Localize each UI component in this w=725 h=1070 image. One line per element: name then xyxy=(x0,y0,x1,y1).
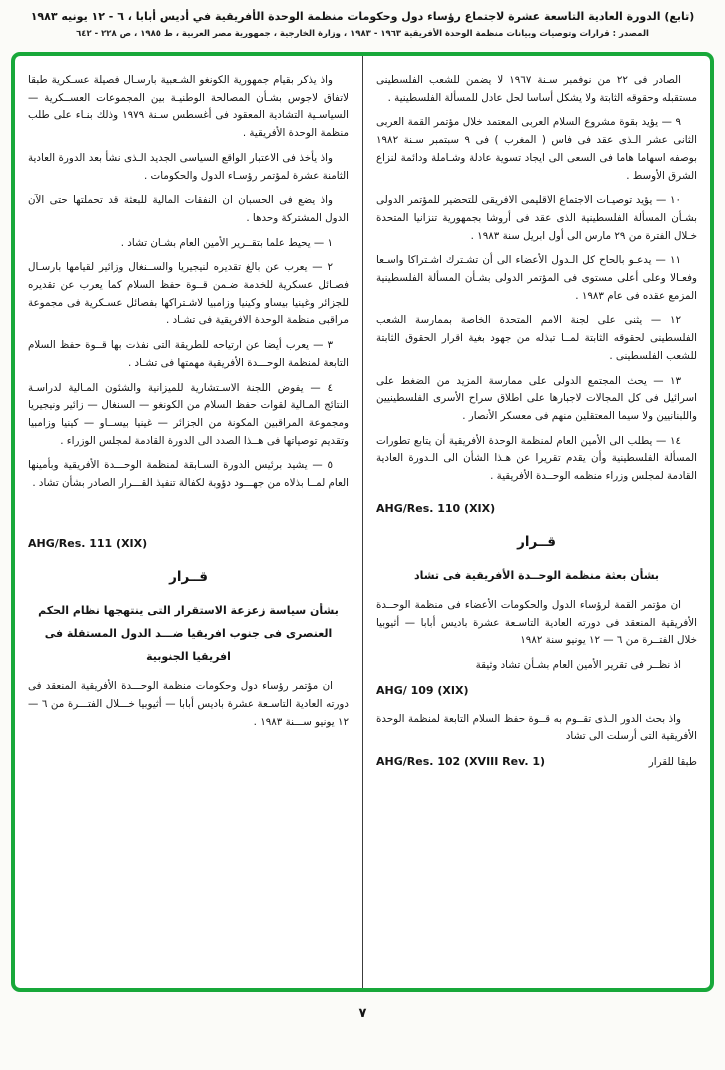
paragraph: واذ يأخذ فى الاعتبار الواقع السياسى الجديد الـذى نشأ بعد الدورة العادية الثامنة عشرة لمؤتمر رؤسـاء الدول والحكومات . xyxy=(28,151,349,182)
content-frame xyxy=(11,52,714,992)
resolution-heading: قــرار xyxy=(169,568,208,585)
paragraph-item-5: ٥ — يشيد برئيس الدورة السـابقة لمنظمة الوحـــدة الأفريقية وبأمينها العام لمــا بذلاه من جهـــود دؤوبة لكفالة تنفيذ القـــرار الصادر بشأن تشاد . xyxy=(28,459,349,490)
resolution-ref-102: AHG/Res. 102 (XVIII Rev. 1) xyxy=(376,755,546,769)
paragraph-item-3: ٣ — يعرب أيضا عن ارتياحه للطريقة التى نفذت بها قــوة حفظ السلام التابعة لمنظمة الوحـــدة الأفريقية مهمتها فى تشـاد . xyxy=(28,339,349,369)
column-right xyxy=(363,56,710,988)
page-header xyxy=(0,0,725,39)
page-number: ٧ xyxy=(358,1006,367,1021)
paragraph-item-12: ١٢ — يثنى على لجنة الامم المتحدة الخاصة بممارسة الشعب الفلسطينى لحقوقه الثابتة لمــا تبذله من جهود بغية اقرار الحقوق الثابتة للشعب الفلسطينى . xyxy=(376,314,697,362)
paragraph-item-14: ١٤ — يطلب الى الأمين العام لمنظمة الوحدة الأفريقية أن يتابع تطورات المسألة الفلسطينية وأن يقدم تقريرا عن هـذا الشأن الى الـدورة العادية القادمة لمجلس وزراء منظمه الوحــدة الأفريقية . xyxy=(376,434,697,483)
paragraph-item-4: ٤ — يفوض اللجنة الاسـتشارية للميزانية والشئون المـالية لدراسـة النتائج المـالية لقوات حفظ السلام من الكونغو — السنغال — زائير ونيجيريا ومجموعة المراقبين المكونة من الجزائر — غينيا بيســاو — كينيا وزامبيا وتقديم توصياتها فى هــذا الصدد الى الدورة القادمة لمجلس الوزراء . xyxy=(28,381,349,447)
paragraph-item-9: ٩ — يؤيد بقوة مشروع السلام العربى المعتمد خلال مؤتمر القمة العربى الثانى عشر الـذى عقد فى فاس ( المغرب ) فى ٩ سبتمبر سـنة ١٩٨٢ بوصفه اسهاما هاما فى السعى الى ايجاد تسوية عادلة وشـاملة ودائمة لنزاع الشرق الأوسط . xyxy=(376,116,697,182)
page-footer xyxy=(0,1006,725,1021)
paragraph-item-2: ٢ — يعرب عن بالغ تقديره لنيجيريا والســنغال وزائير لقيامها بارسـال فصـائل عسكرية للخدمة ضـمن قــوة حفظ السلام كما يعرب عن تقديره للجزائر وغينيا بيساو وكينيا وزامبيا لاشـتراكها بفصائل عسـكرية فى مجموعة مراقبى منظمة الوحدة الافريقية فى تشـاد . xyxy=(28,261,349,327)
resolution-subject-chad-mission: بشأن بعثة منظمة الوحــدة الأفريقية فى تشاد xyxy=(413,568,660,582)
resolution-subject-south-africa: بشأن سياسة زعزعة الاستقرار التى ينتهجها نظام الحكم العنصرى فى جنوب افريقيا ضـــد الدول المستقلة فى افريقيا الجنوبية xyxy=(38,603,339,664)
resolution-heading: قــرار xyxy=(517,533,556,550)
paragraph-item-10: ١٠ — يؤيد توصيـات الاجتماع الاقليمى الافريقى للتحضير للمؤتمر الدولى بشـأن المسألة الفلسطينية الذى عقد فى أروشا بجمهورية تنزانيا المتحدة خـلال الفترة من ٢٩ مارس الى أول ابريل سنة ١٩٨٣ . xyxy=(376,194,697,242)
paragraph-tail: طبقا للقرار xyxy=(648,756,697,769)
paragraph: واذ يذكر بقيام جمهورية الكونغو الشـعبية بارسـال فصيلة عسـكرية طبقا لاتفاق لاجوس بشـأن المصالحة الوطنيـة بين المجموعات العســكرية — السياسـية التشادية المعقود فى أغسطس سـنة ١٩٧٩ وذلك بنـاء على طلب منظمة الوحدة الأفريقية . xyxy=(28,74,349,140)
paragraph: ان مؤتمر رؤساء دول وحكومات منظمة الوحـــدة الأفريقية المنعقد فى دورته العادية التاسـعة عشرة باديس أبابا — أثيوبيا خـــلال الفتـــرة من ٦ — ١٢ يونيو ســـنة ١٩٨٣ . xyxy=(28,680,349,728)
header-source: المصدر : قرارات وتوصيات وبيانات منظمة الوحدة الأفريقية ١٩٦٣ - ١٩٨٣ ، وزارة الخارجية ، جمهورية مصر العربية ، ط ١٩٨٥ ، ص ٢٢٨ - ٦٤٢ xyxy=(76,29,649,39)
paragraph: الصادر فى ٢٢ من نوفمبر سـنة ١٩٦٧ لا يضمن للشعب الفلسطينى مستقبله وحقوقه الثابتة ولا يشكل أساسا لحل عادل للمسألة الفلسطينية . xyxy=(376,74,697,104)
resolution-ref-110: AHG/Res. 110 (XIX) xyxy=(376,501,496,515)
paragraph: واذ بحث الدور الـذى تقــوم به قــوة حفظ السلام التابعة لمنظمة الوحدة الأفريقية التى أرسلت الى تشاد xyxy=(376,712,697,743)
header-title: (تابع) الدورة العادية التاسعة عشرة لاجتماع رؤساء دول وحكومات منظمة الوحدة الأفريقية في أديس أبابا ، ٦ - ١٢ يونيه ١٩٨٣ xyxy=(30,10,695,23)
ref-line xyxy=(376,753,697,772)
resolution-ref-111: AHG/Res. 111 (XIX) xyxy=(28,536,148,550)
column-left xyxy=(15,56,362,988)
resolution-ref-109: AHG/ 109 (XIX) xyxy=(376,683,469,697)
paragraph-item-13: ١٣ — يحث المجتمع الدولى على ممارسة المزيد من الضغط على اسرائيل فى كل المجالات لاجبارها على اطلاق سراح الأسرى الفلسطينيين واللبنانيين ولا سيما المعتقلين منهم فى معسكر الأنصار . xyxy=(376,374,697,422)
paragraph: ان مؤتمر القمة لرؤساء الدول والحكومات الأعضاء فى منظمة الوحــدة الأفريقية المنعقد فى دورته العادية التاسـعة عشرة باديس أبابا — أثيوبيا خلال الفتــرة من ٦ — ١٢ يونيو سنة ١٩٨٢ xyxy=(376,598,697,647)
paragraph-item-11: ١١ — يدعـو بالحاح كل الـدول الأعضاء الى أن تشـترك اشـتراكا واسـعا وفعـالا وعلى أعلى مستوى فى المؤتمر الدولى بشـأن المسألة الفلسطينية المزمع عقده فى عام ١٩٨٣ . xyxy=(376,254,697,302)
paragraph-item-1: ١ — يحيط علما بتقــرير الأمين العام بشـان تشاد . xyxy=(120,236,333,249)
paragraph: اذ نظــر فى تقرير الأمين العام بشـأن تشاد وثيقة xyxy=(475,659,681,672)
paragraph: واذ يضع فى الحسبان ان النفقات المالية للبعثة قد تحملتها حتى الآن الدول المشتركة وحدها . xyxy=(28,194,349,224)
